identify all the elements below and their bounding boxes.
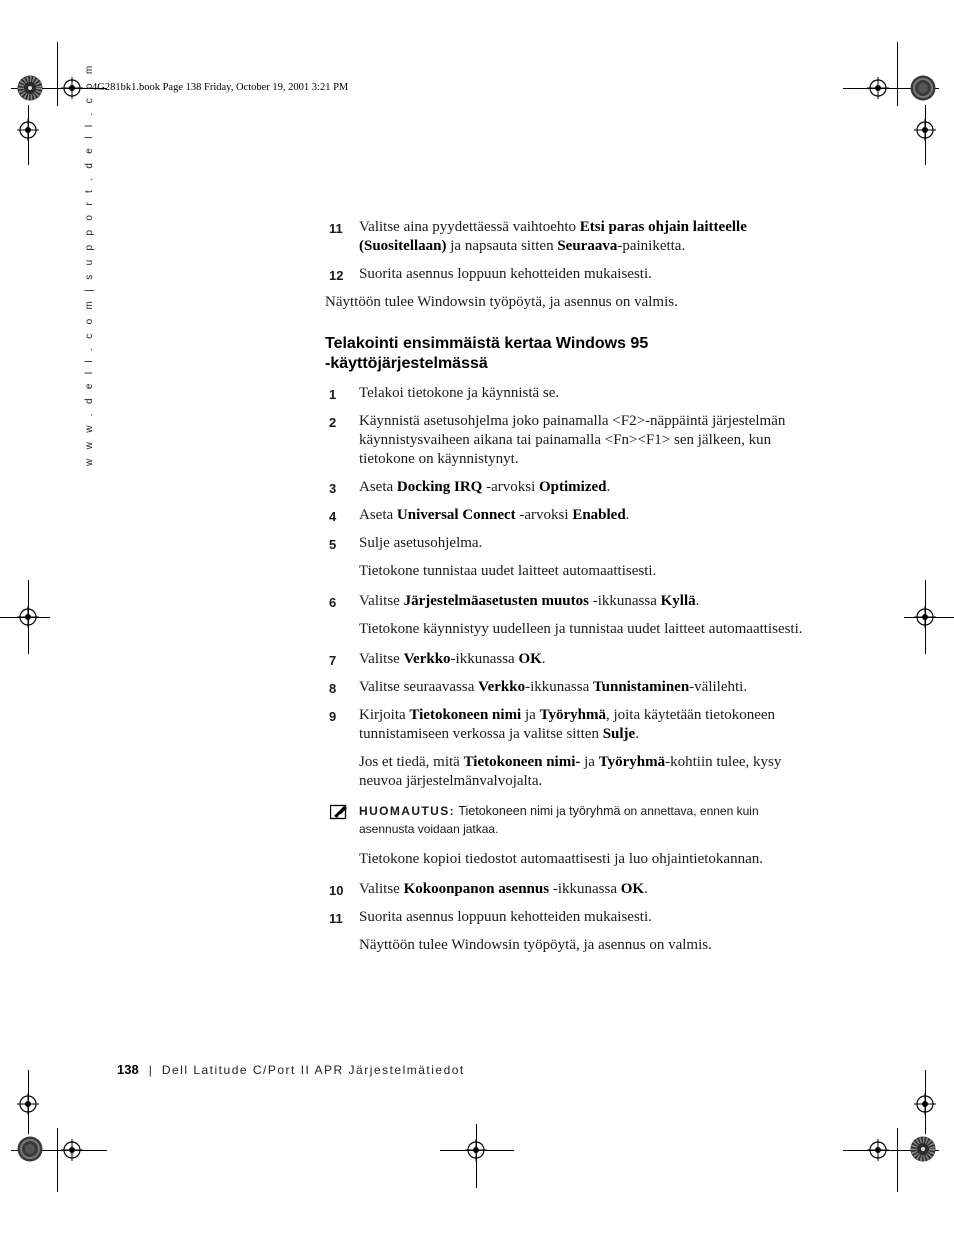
- footer-separator: |: [148, 1063, 152, 1077]
- list-item: 6 Valitse Järjestelmäasetusten muutos -ikkunassa Kyllä.: [329, 593, 700, 610]
- list-item: 9 Kirjoita Tietokoneen nimi ja Työryhmä, joita käytetään tietokoneen tunnistamiseen verkossa ja valitse sitten Sulje.: [329, 707, 776, 742]
- registration-mark-icon: [17, 606, 39, 628]
- footer-title: Dell Latitude C/Port II APR Järjestelmätiedot: [161, 1063, 465, 1077]
- step-number: 2: [329, 415, 337, 430]
- registration-mark-icon: [61, 77, 83, 99]
- registration-mark-icon: [17, 1093, 39, 1115]
- step-number: 7: [329, 653, 337, 668]
- list-item: 7 Valitse Verkko-ikkunassa OK.: [329, 651, 546, 668]
- color-rosette-icon: [910, 1136, 936, 1162]
- color-rosette-icon: [17, 75, 43, 101]
- registration-mark-icon: [914, 606, 936, 628]
- registration-mark-icon: [17, 119, 39, 141]
- step-number: 4: [329, 509, 337, 524]
- result-text: Näyttöön tulee Windowsin työpöytä, ja asennus on valmis.: [325, 294, 678, 310]
- step-number: 8: [329, 681, 337, 696]
- list-item: 5 Sulje asetusohjelma.: [329, 535, 483, 552]
- color-rosette-icon: [17, 1136, 43, 1162]
- crop-mark: [57, 1128, 58, 1192]
- step-number: 9: [329, 709, 337, 724]
- note-label: HUOMAUTUS:: [359, 804, 455, 818]
- page-content: [325, 218, 805, 964]
- list-item: 4 Aseta Universal Connect -arvoksi Enabled.: [329, 507, 630, 524]
- list-item: 11 Valitse aina pyydettäessä vaihtoehto Etsi paras ohjain laitteelle (Suositellaan) ja napsauta sitten Seuraava-painiketta.: [329, 219, 747, 254]
- step-detail: Tietokone käynnistyy uudelleen ja tunnistaa uudet laitteet automaattisesti.: [359, 621, 803, 637]
- list-item: 10 Valitse Kokoonpanon asennus -ikkunassa OK.: [329, 881, 648, 898]
- step-detail: Tietokone kopioi tiedostot automaattisesti ja luo ohjaintietokannan.: [359, 851, 763, 867]
- registration-mark-icon: [867, 1139, 889, 1161]
- side-url: w w w . d e l l . c o m | s u p p o r t . d e l l . c o m: [84, 62, 95, 466]
- step-detail: Jos et tiedä, mitä Tietokoneen nimi- ja Työryhmä-kohtiin tulee, kysy neuvoa järjestelmänvalvojalta.: [359, 754, 782, 789]
- list-item: 11 Suorita asennus loppuun kehotteiden mukaisesti.: [329, 909, 652, 926]
- registration-mark-icon: [914, 119, 936, 141]
- step-number: 5: [329, 537, 337, 552]
- crop-mark: [897, 42, 898, 106]
- list-item: 2 Käynnistä asetusohjelma joko painamalla <F2>-näppäintä järjestelmän käynnistysvaiheen aikana tai painamalla <Fn><F1> sen jälkeen, kun tietokone on käynnistynyt.: [329, 413, 786, 467]
- step-number: 1: [329, 387, 337, 402]
- list-item: 1 Telakoi tietokone ja käynnistä se.: [329, 385, 560, 402]
- section-heading: Telakointi ensimmäistä kertaa Windows 95 -käyttöjärjestelmässä: [325, 335, 649, 372]
- step-number: 3: [329, 481, 337, 496]
- step-number: 10: [329, 883, 344, 898]
- registration-mark-icon: [914, 1093, 936, 1115]
- list-item: 8 Valitse seuraavassa Verkko-ikkunassa Tunnistaminen-välilehti.: [329, 679, 748, 696]
- note-pencil-icon: [330, 804, 348, 820]
- list-item: 12 Suorita asennus loppuun kehotteiden mukaisesti.: [329, 266, 652, 283]
- crop-mark: [897, 1128, 898, 1192]
- color-rosette-icon: [910, 75, 936, 101]
- crop-mark: [57, 42, 58, 106]
- registration-mark-icon: [61, 1139, 83, 1161]
- registration-mark-icon: [867, 77, 889, 99]
- step-number: 6: [329, 595, 337, 610]
- page-number: 138: [117, 1062, 139, 1077]
- step-number: 11: [329, 911, 343, 926]
- registration-mark-icon: [465, 1139, 487, 1161]
- print-slug: 4G281bk1.book Page 138 Friday, October 19, 2001 3:21 PM: [92, 82, 349, 93]
- step-number: 11: [329, 221, 343, 236]
- list-item: 3 Aseta Docking IRQ -arvoksi Optimized.: [329, 479, 611, 496]
- step-detail: Tietokone tunnistaa uudet laitteet automaattisesti.: [359, 563, 657, 579]
- note-box: HUOMAUTUS: Tietokoneen nimi ja työryhmä on annettava, ennen kuin asennusta voidaan jatkaa.: [325, 802, 805, 838]
- step-detail: Näyttöön tulee Windowsin työpöytä, ja asennus on valmis.: [359, 937, 712, 953]
- page-footer: [117, 1062, 465, 1077]
- step-number: 12: [329, 268, 344, 283]
